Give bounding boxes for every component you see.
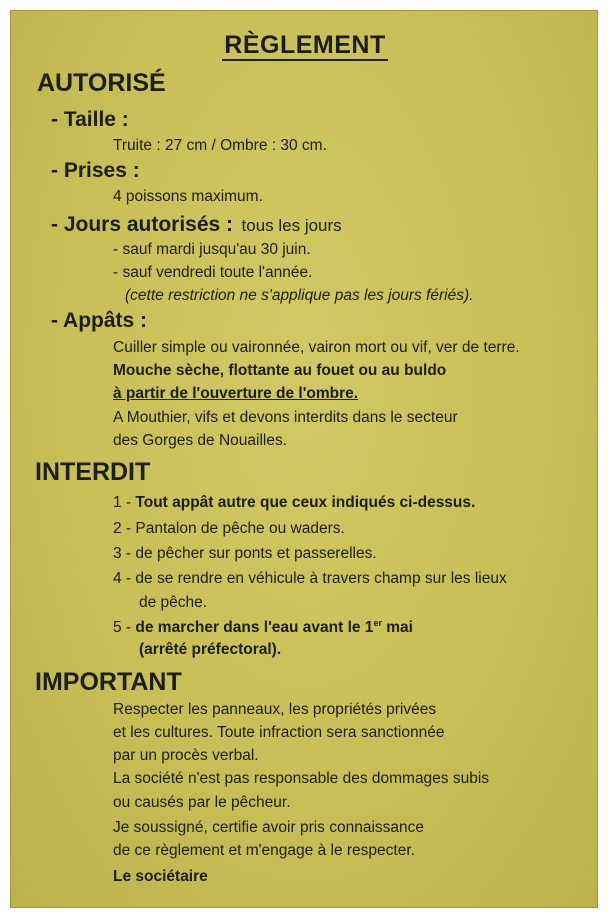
appats-line-4: A Mouthier, vifs et devons interdits dans le secteur [113, 409, 458, 426]
jours-note: (cette restriction ne s'applique pas les jours fériés). [125, 287, 474, 304]
section-heading-autorise: AUTORISÉ [37, 69, 166, 97]
section-heading-interdit: INTERDIT [35, 458, 151, 486]
jours-inline: tous les jours [241, 216, 342, 235]
page-title: RÈGLEMENT [224, 31, 386, 59]
jours-line-1: - sauf mardi jusqu'au 30 juin. [113, 241, 311, 258]
interdit-item-3: 3 - de pêcher sur ponts et passerelles. [113, 545, 377, 562]
important-line-4: La société n'est pas responsable des dommages subis [113, 770, 490, 787]
jours-label: - Jours autorisés : [51, 213, 234, 236]
appats-line-1: Cuiller simple ou vaironnée, vairon mort ou vif, ver de terre. [113, 339, 520, 356]
interdit-item-4-continued: de pêche. [139, 594, 208, 611]
interdit-item-5: 5 - de marcher dans l'eau avant le 1er mai [113, 618, 413, 637]
taille-text: Truite : 27 cm / Ombre : 30 cm. [113, 137, 327, 154]
prises-label: - Prises : [51, 159, 140, 182]
appats-underline-line: à partir de l'ouverture de l'ombre. [113, 385, 359, 402]
appats-line-5: des Gorges de Nouailles. [113, 432, 288, 449]
taille-label: - Taille : [51, 108, 129, 131]
important-line-6: Je soussigné, certifie avoir pris connaissance [113, 819, 425, 836]
interdit-item-5-continued: (arrêté préfectoral). [139, 641, 282, 658]
regulation-sign [10, 10, 598, 908]
section-heading-important: IMPORTANT [35, 668, 182, 696]
important-line-7: de ce règlement et m'engage à le respecter. [113, 842, 415, 859]
interdit-item-1: 1 - Tout appât autre que ceux indiqués ci-dessus. [113, 494, 476, 511]
appats-label: - Appâts : [51, 309, 148, 332]
interdit-item-4: 4 - de se rendre en véhicule à travers champ sur les lieux [113, 570, 507, 587]
important-line-3: par un procès verbal. [113, 747, 259, 764]
prises-text: 4 poissons maximum. [113, 188, 263, 205]
important-line-1: Respecter les panneaux, les propriétés privées [113, 701, 437, 718]
important-line-2: et les cultures. Toute infraction sera sanctionnée [113, 724, 445, 741]
interdit-item-2: 2 - Pantalon de pêche ou waders. [113, 520, 345, 537]
signature-label: Le sociétaire [113, 868, 208, 885]
appats-bold-line: Mouche sèche, flottante au fouet ou au buldo [113, 362, 447, 379]
important-line-5: ou causés par le pêcheur. [113, 794, 291, 811]
jours-line-2: - sauf vendredi toute l'année. [113, 264, 313, 281]
jours-row [51, 213, 342, 237]
